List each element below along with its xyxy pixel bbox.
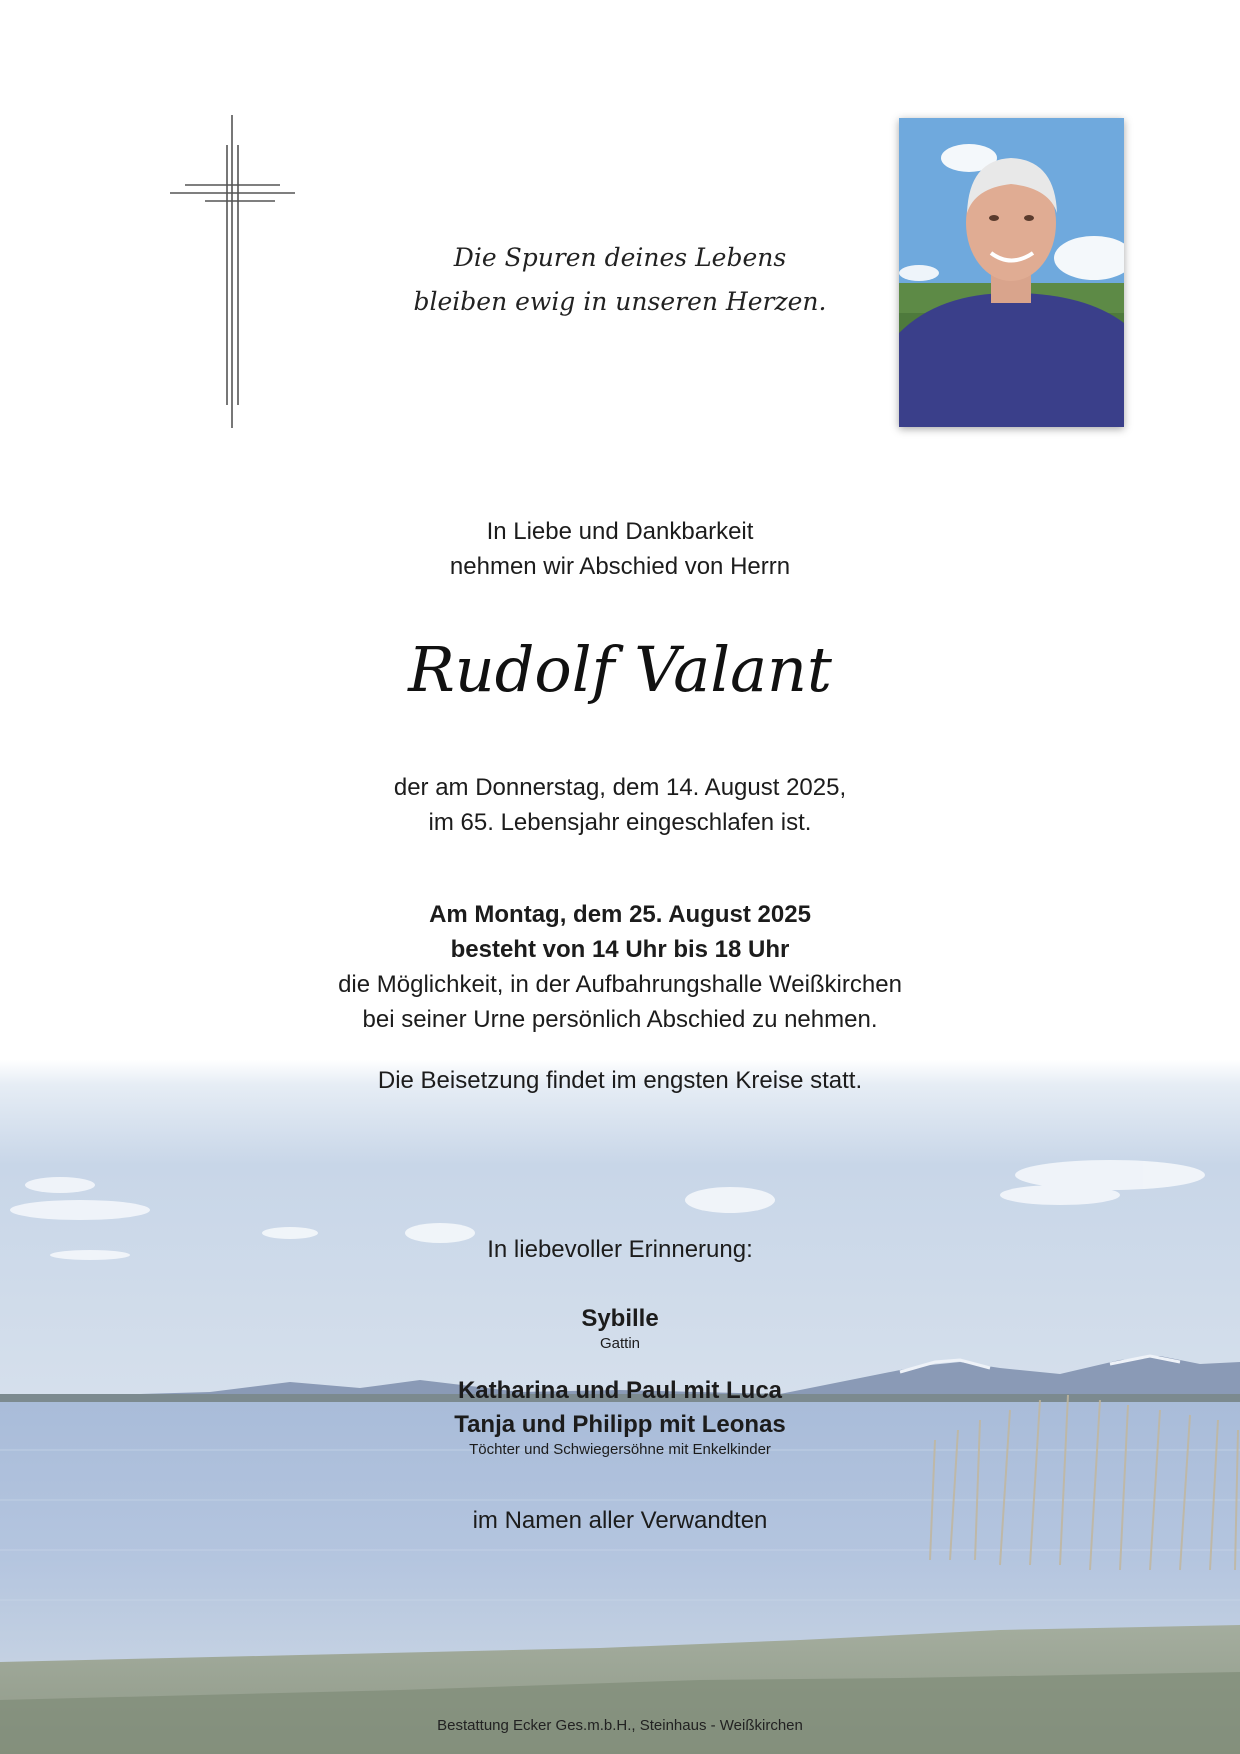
motto-line-2: bleiben ewig in unseren Herzen.: [413, 287, 827, 316]
burial-notice: Die Beisetzung findet im engsten Kreise statt.: [377, 1067, 863, 1094]
death-line-2: im 65. Lebensjahr eingeschlafen ist.: [428, 809, 812, 836]
mourner-group-spouse: [0, 1302, 1240, 1352]
motto-line-1: Die Spuren deines Lebens: [453, 243, 787, 272]
death-line-1: der am Donnerstag, dem 14. August 2025,: [393, 774, 847, 801]
mourner-name: Sybille: [581, 1305, 659, 1332]
memory-heading: In liebevoller Erinnerung:: [487, 1236, 753, 1263]
relatives-line: im Namen aller Verwandten: [472, 1507, 768, 1534]
mourner-name: Tanja und Philipp mit Leonas: [454, 1411, 786, 1438]
intro-line-1: In Liebe und Dankbarkeit: [486, 518, 754, 545]
viewing-date: Am Montag, dem 25. August 2025: [429, 901, 811, 928]
viewing-line-4: bei seiner Urne persönlich Abschied zu nehmen.: [362, 1006, 878, 1033]
funeral-home-footer: Bestattung Ecker Ges.m.b.H., Steinhaus - Weißkirchen: [437, 1717, 803, 1734]
mourner-relation: Gattin: [599, 1335, 641, 1352]
mourner-relation: Töchter und Schwiegersöhne mit Enkelkinder: [469, 1441, 771, 1458]
intro-line-2: nehmen wir Abschied von Herrn: [449, 553, 791, 580]
death-notice: [0, 770, 1240, 840]
mourner-group-children: [0, 1374, 1240, 1458]
mourner-name: Katharina und Paul mit Luca: [457, 1377, 783, 1404]
viewing-line-3: die Möglichkeit, in der Aufbahrungshalle Weißkirchen: [338, 971, 902, 998]
viewing-time: besteht von 14 Uhr bis 18 Uhr: [450, 936, 790, 963]
memorial-motto: [0, 236, 1240, 324]
viewing-info: [0, 897, 1240, 1037]
deceased-name: Rudolf Valant: [408, 633, 832, 706]
intro-text: [0, 514, 1240, 584]
